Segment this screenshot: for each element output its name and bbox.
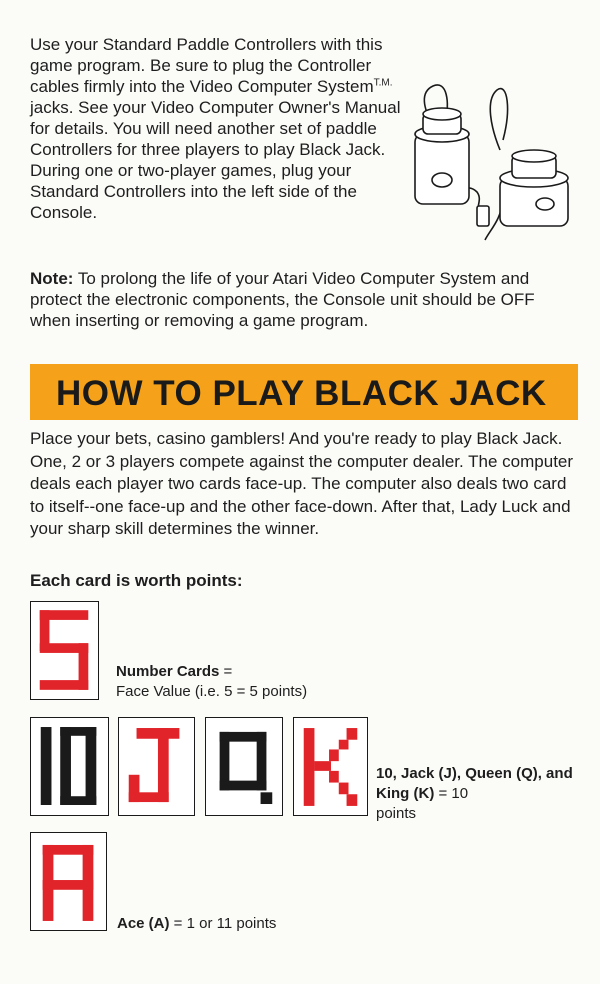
ace-desc (117, 914, 417, 934)
card-ten-glyph (31, 718, 108, 815)
intro-text-2: jacks. See your Video Computer Owner's Manual for details. You will need another set of paddle Controllers for three players to play Black Jack. During one or two-player games, plug your Standard Controllers into the left side of the Console. (30, 98, 401, 222)
intro-paragraph (30, 34, 405, 223)
face-cards-desc (376, 764, 576, 824)
note-label: Note: (30, 269, 74, 288)
how-to-play-paragraph: Place your bets, casino gamblers! And you're ready to play Black Jack. One, 2 or 3 players compete against the computer dealer. The computer deals each player two cards face-up. The computer also deals two card to itself--one face-up and the other face-down. After that, Lady Luck and your sharp skill determines the winner. (30, 429, 574, 538)
ace-label: Ace (A) (117, 915, 170, 932)
face-cards-label: 10, Jack (J), Queen (Q), and King (K) (376, 765, 573, 802)
points-heading: Each card is worth points: (30, 571, 243, 590)
card-queen-glyph (206, 718, 282, 815)
trademark-mark: T.M. (373, 77, 393, 89)
card-queen (205, 717, 283, 816)
section-banner (30, 364, 578, 420)
number-cards-value: Face Value (i.e. 5 = 5 points) (116, 683, 308, 700)
card-jack-glyph (119, 718, 194, 815)
intro-text-1: Use your Standard Paddle Controllers with this game program. Be sure to plug the Controller cables firmly into the Video Computer System (30, 35, 383, 96)
card-five-glyph (31, 602, 98, 699)
card-ace (30, 832, 107, 931)
note-text: To prolong the life of your Atari Video Computer System and protect the electronic components, the Console unit should be OFF when inserting or removing a game program. (30, 269, 535, 330)
ace-value: = 1 or 11 points (169, 915, 277, 932)
card-jack (118, 717, 195, 816)
paddle-controllers-illustration (405, 80, 585, 250)
note-paragraph (30, 268, 570, 331)
number-cards-desc (116, 662, 376, 702)
face-cards-unit: points (376, 805, 417, 822)
card-king-glyph (294, 718, 367, 815)
card-five (30, 601, 99, 700)
card-ace-glyph (31, 833, 106, 930)
card-ten (30, 717, 109, 816)
card-king (293, 717, 368, 816)
face-cards-value: = 10 (434, 785, 469, 802)
number-cards-label: Number Cards (116, 663, 220, 680)
section-title: HOW TO PLAY BLACK JACK (56, 374, 547, 413)
number-cards-eq: = (219, 663, 233, 680)
